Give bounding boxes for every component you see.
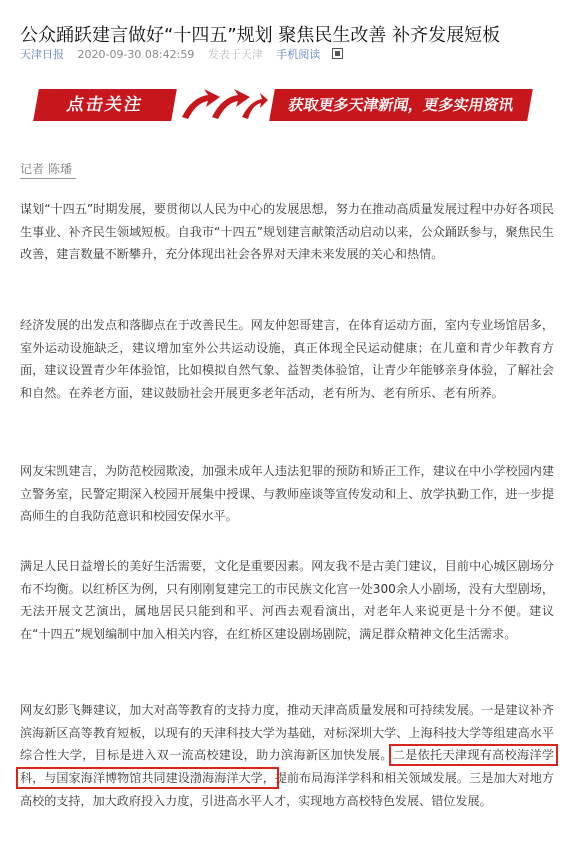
arrow-icon (178, 87, 268, 123)
paragraph-5-start: 网友幻影飞舞建议，加大对高等教育的支持力度，推动天津高质量发展和可持续发展。一是建议补齐滨海新区高等教育短板，以现有的天津科技大学为基础，对标深圳大学、上海科技大学等组建高水平综合性大学，目标是进入双一流高校建设，助力滨海新区加快发展。 (20, 703, 554, 763)
paragraph-2: 经济发展的出发点和落脚点在于改善民生。网友仲恕哥建言，在体育运动方面，室内专业场馆居多，室外运动设施缺乏，建议增加室外公共运动设施，真正体现全民运动健康；在儿童和青少年教育方面，建议设置青少年体验馆，比如模拟自然气象、益智类体验馆，让青少年能够亲身体验，了解社会和自然。在养老方面，建议鼓励社会开展更多老年活动，老有所为、老有所乐、老有所养。 (20, 318, 554, 401)
article-meta (20, 46, 363, 62)
paragraph-4: 满足人民日益增长的美好生活需要，文化是重要因素。网友我不是古美门建议，目前中心城区剧场分布不均衡。以红桥区为例，只有刚刚复建完工的市民族文化宫一处300余人小剧场，没有大型剧场，无法开展文艺演出，属地居民只能到和平、河西去观看演出，对老年人来说更是十分不便。建议在“十四五”规划编制中加入相关内容，在红桥区建设剧场剧院，满足群众精神文化生活需求。 (20, 559, 554, 642)
qr-code-icon (332, 48, 343, 59)
banner-more-news-label: 获取更多天津新闻，更多实用资讯 (269, 89, 533, 121)
author-line: 发表于天津 (207, 48, 263, 61)
publish-datetime: 2020-09-30 08:42:59 (77, 48, 195, 61)
banner-follow-label: 点击关注 (33, 89, 177, 121)
reporter-label: 记者 (20, 162, 45, 176)
reporter-byline (20, 160, 76, 179)
follow-banner[interactable] (36, 85, 530, 125)
paragraph-5-end: 提前布局海洋学科和相关领域发展。三是加大对地方高校的支持，加大政府投入力度，引进高水平人才，实现地方高校特色发展、错位发展。 (20, 771, 554, 808)
paragraph-5 (20, 699, 554, 813)
source-link[interactable]: 天津日报 (20, 48, 64, 61)
highlighted-sentence: 二是依托天津现有高校海洋学科，与国家海洋博物馆共同建设渤海海洋大学， (20, 748, 554, 786)
article-title: 公众踊跃建言做好“十四五”规划 聚焦民生改善 补齐发展短板 (20, 25, 501, 47)
reporter-name: 陈璠 (48, 162, 73, 176)
mobile-read-link[interactable] (276, 48, 353, 61)
mobile-read-label: 手机阅读 (276, 48, 321, 61)
paragraph-1: 谋划“十四五”时期发展，要贯彻以人民为中心的发展思想，努力在推动高质量发展过程中办好各项民生事业、补齐民生领域短板。自我市“十四五”规划建言献策活动启动以来，公众踊跃参与，聚焦民生改善，建言数量不断攀升，充分体现出社会各界对天津未来发展的关心和热情。 (20, 202, 554, 262)
paragraph-3: 网友宋凯建言，为防范校园欺凌，加强未成年人违法犯罪的预防和矫正工作，建议在中小学校园内建立警务室，民警定期深入校园开展集中授课、与教师座谈等宣传发动和上、放学执勤工作，进一步提高师生的自我防范意识和校园安保水平。 (20, 464, 554, 524)
